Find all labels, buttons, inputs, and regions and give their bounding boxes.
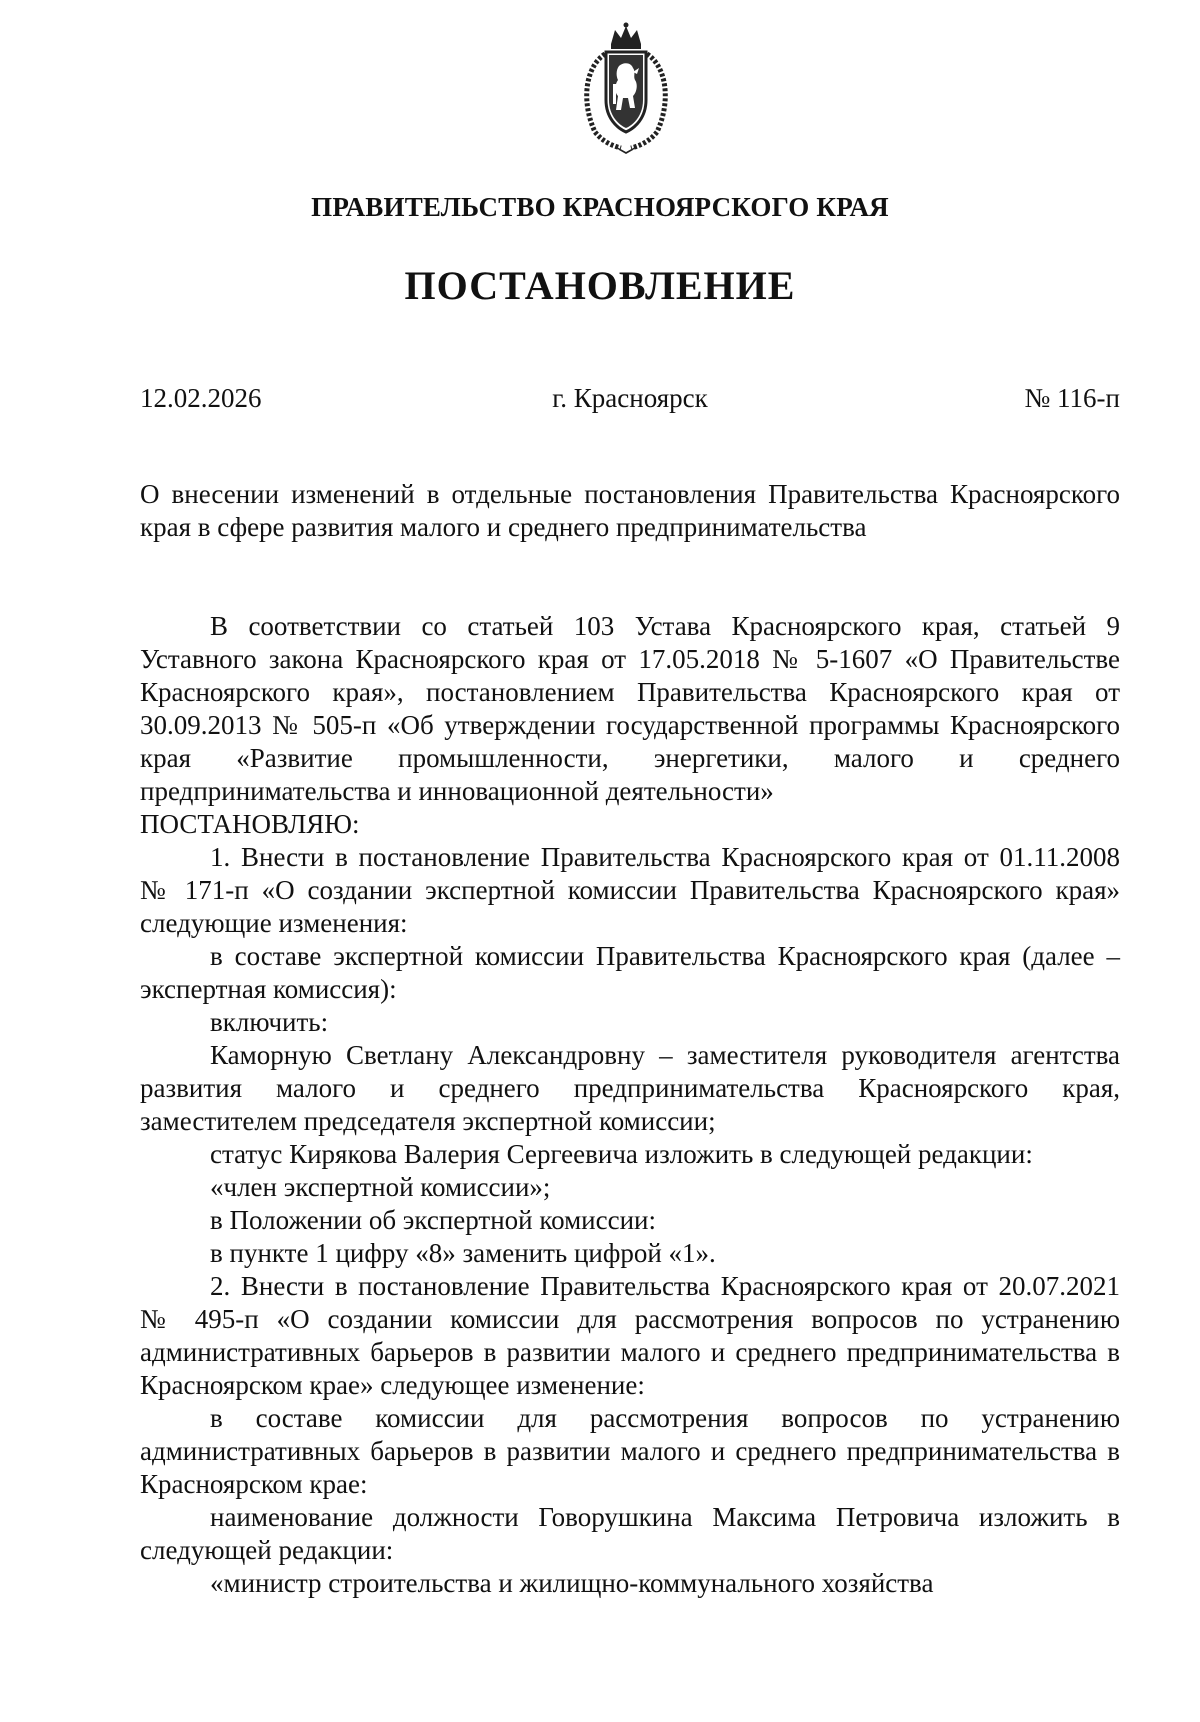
body-paragraph: 1. Внести в постановление Правительства Красноярского края от 01.11.2008 № 171-п «О создании экспертной комиссии Правительства Красноярского края» следующие изменения: — [140, 842, 1120, 938]
document-subject: О внесении изменений в отдельные постановления Правительства Красноярского края в сфере развития малого и среднего предпринимательства — [140, 479, 1120, 542]
decree-word: ПОСТАНОВЛЯЮ: — [140, 809, 360, 839]
body-paragraph: «министр строительства и жилищно-коммунального хозяйства — [210, 1568, 934, 1598]
document-city: г. Красноярск — [552, 383, 708, 413]
document-number: № 116-п — [1024, 383, 1120, 413]
preamble-paragraph: В соответствии со статьей 103 Устава Красноярского края, статьей 9 Уставного закона Красноярского края от 17.05.2018 № 5-1607 «О Правительстве Красноярского края», постановлением Правительства Красноярского края от 30.09.2013 № 505-п «Об утверждении государственной программы Красноярского края «Развитие промышленности, энергетики, малого и среднего предпринимательства и инновационной деятельности» — [140, 611, 1120, 806]
body-paragraph: включить: — [210, 1007, 329, 1037]
body-paragraph: в составе экспертной комиссии Правительства Красноярского края (далее – экспертная комиссия): — [140, 941, 1120, 1004]
document-type-title: ПОСТАНОВЛЕНИЕ — [404, 263, 796, 308]
document-date: 12.02.2026 — [140, 383, 262, 413]
body-paragraph: в пункте 1 цифру «8» заменить цифрой «1». — [210, 1238, 716, 1268]
document-meta-row — [140, 383, 1120, 417]
document-body — [140, 610, 1120, 1600]
body-paragraph: 2. Внести в постановление Правительства Красноярского края от 20.07.2021 № 495-п «О создании комиссии для рассмотрения вопросов по устранению административных барьеров в развитии малого и среднего предпринимательства в Красноярском крае» следующее изменение: — [140, 1271, 1120, 1400]
body-paragraph: в составе комиссии для рассмотрения вопросов по устранению административных барьеров в развитии малого и среднего предпринимательства в Красноярском крае: — [140, 1403, 1120, 1499]
body-paragraph: Каморную Светлану Александровну – заместителя руководителя агентства развития малого и среднего предпринимательства Красноярского края, заместителем председателя экспертной комиссии; — [140, 1040, 1120, 1136]
body-paragraph: «член экспертной комиссии»; — [210, 1172, 551, 1202]
coat-of-arms-icon — [575, 22, 677, 154]
body-paragraph: наименование должности Говорушкина Максима Петровича изложить в следующей редакции: — [140, 1502, 1120, 1565]
body-paragraph: статус Кирякова Валерия Сергеевича изложить в следующей редакции: — [210, 1139, 1033, 1169]
body-paragraph: в Положении об экспертной комиссии: — [210, 1205, 656, 1235]
organization-title: ПРАВИТЕЛЬСТВО КРАСНОЯРСКОГО КРАЯ — [311, 192, 889, 222]
